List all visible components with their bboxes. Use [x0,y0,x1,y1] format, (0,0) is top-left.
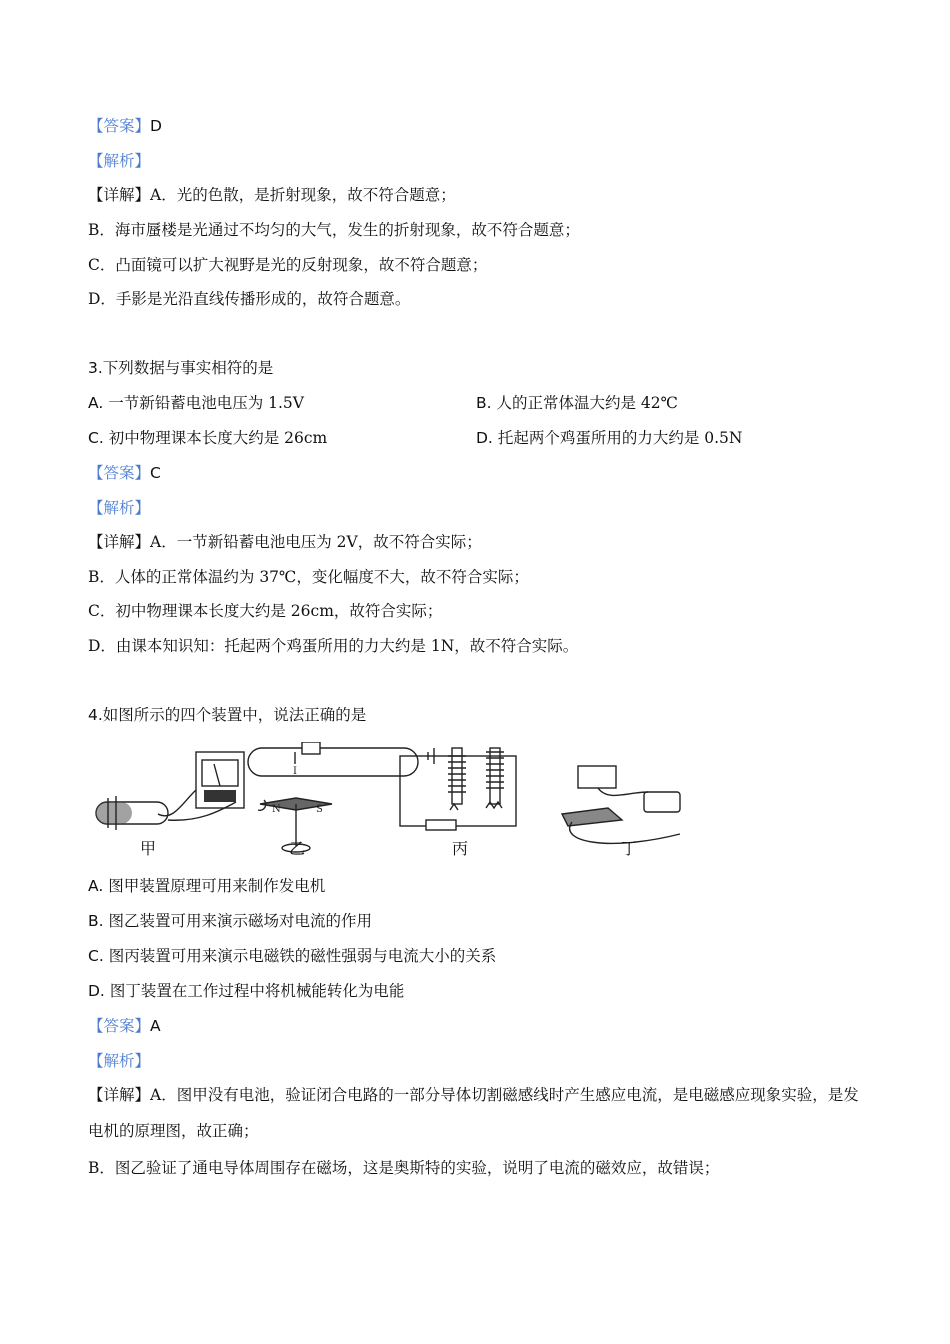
q4-option-d [88,981,404,1001]
q4-detail-a [88,1077,868,1149]
q3-option-c [88,428,327,448]
q4-answer [88,1016,161,1036]
option-letter: B. [88,912,104,930]
option-text: 图丙装置可用来演示电磁铁的磁性强弱与电流大小的关系 [108,947,497,965]
q2-analysis-tag: 【解析】 [88,152,151,170]
option-letter: D. [88,982,105,1000]
option-letter: D. [476,429,493,447]
q3-option-a [88,393,304,413]
figure-caption-yi: 乙 [289,839,306,858]
q4-detail-b: B．图乙验证了通电导体周围存在磁场，这是奥斯特的实验，说明了电流的磁效应，故错误； [88,1159,720,1177]
q3-option-b [476,393,678,413]
option-letter: A. [88,394,104,412]
answer-tag: 【答案】 [88,117,151,135]
q4-stem [88,705,366,725]
q2-detail-b: B．海市蜃楼是光通过不均匀的大气，发生的折射现象，故不符合题意； [88,221,580,239]
question-number: 3. [88,359,103,377]
q2-detail-a [88,185,456,205]
q2-detail-d: D．手影是光沿直线传播形成的，故符合题意。 [88,290,411,308]
question-text: 如图所示的四个装置中，说法正确的是 [102,706,367,724]
option-text: 图丁装置在工作过程中将机械能转化为电能 [109,982,405,1000]
q3-detail-a [88,532,482,552]
option-letter: B. [476,394,492,412]
option-letter: C. [88,429,104,447]
q4-analysis-tag: 【解析】 [88,1052,151,1070]
option-text: 一节新铅蓄电池电压为 1.5V [108,394,304,412]
option-letter: C. [88,947,104,965]
detail-tag: 【详解】 [88,533,151,551]
answer-value: C [150,464,161,482]
q4-option-c [88,946,496,966]
option-text: 初中物理课本长度大约是 26cm [108,429,328,447]
q4-figure [88,742,708,862]
answer-tag: 【答案】 [88,464,151,482]
q4-option-a [88,876,325,896]
label-s: S [316,804,323,815]
option-letter: A. [88,877,104,895]
detail-tag: 【详解】 [88,186,151,204]
option-text: 托起两个鸡蛋所用的力大约是 0.5N [497,429,743,447]
detail-tag: 【详解】 [88,1086,151,1104]
figure-jia-galvanometer [96,752,244,830]
question-number: 4. [88,706,103,724]
answer-value: A [150,1017,161,1035]
q2-detail-c: C．凸面镜可以扩大视野是光的反射现象，故不符合题意； [88,256,488,274]
detail-text: A．光的色散，是折射现象，故不符合题意； [150,186,456,204]
figure-yi-oersted [248,742,418,852]
q3-detail-b: B．人体的正常体温约为 37℃，变化幅度不大，故不符合实际； [88,568,529,586]
answer-tag: 【答案】 [88,1017,151,1035]
figure-ding-device [562,766,680,843]
detail-text: A．图甲没有电池，验证闭合电路的一部分导体切割磁感线时产生感应电流，是电磁感应现象实验，是发电机的原理图，故正确； [88,1086,859,1140]
figure-caption-jia: 甲 [140,839,157,858]
q3-analysis-tag: 【解析】 [88,499,151,517]
question-text: 下列数据与事实相符的是 [102,359,274,377]
q3-answer [88,463,161,483]
q3-stem [88,358,273,378]
q4-option-b [88,911,372,931]
detail-text: A．一节新铅蓄电池电压为 2V，故不符合实际； [150,533,482,551]
label-n: N [272,804,281,815]
answer-value: D [150,117,162,135]
option-text: 图甲装置原理可用来制作发电机 [108,877,326,895]
q3-detail-c: C．初中物理课本长度大约是 26cm，故符合实际； [88,602,443,620]
figure-caption-bing: 丙 [452,839,469,858]
q3-option-d [476,428,742,448]
q2-answer [88,116,162,136]
option-text: 图乙装置可用来演示磁场对电流的作用 [108,912,373,930]
figure-caption-ding: 丁 [621,839,638,858]
option-text: 人的正常体温大约是 42℃ [496,394,678,412]
label-i: I [293,766,297,777]
q3-detail-d: D．由课本知识知：托起两个鸡蛋所用的力大约是 1N，故不符合实际。 [88,637,579,655]
